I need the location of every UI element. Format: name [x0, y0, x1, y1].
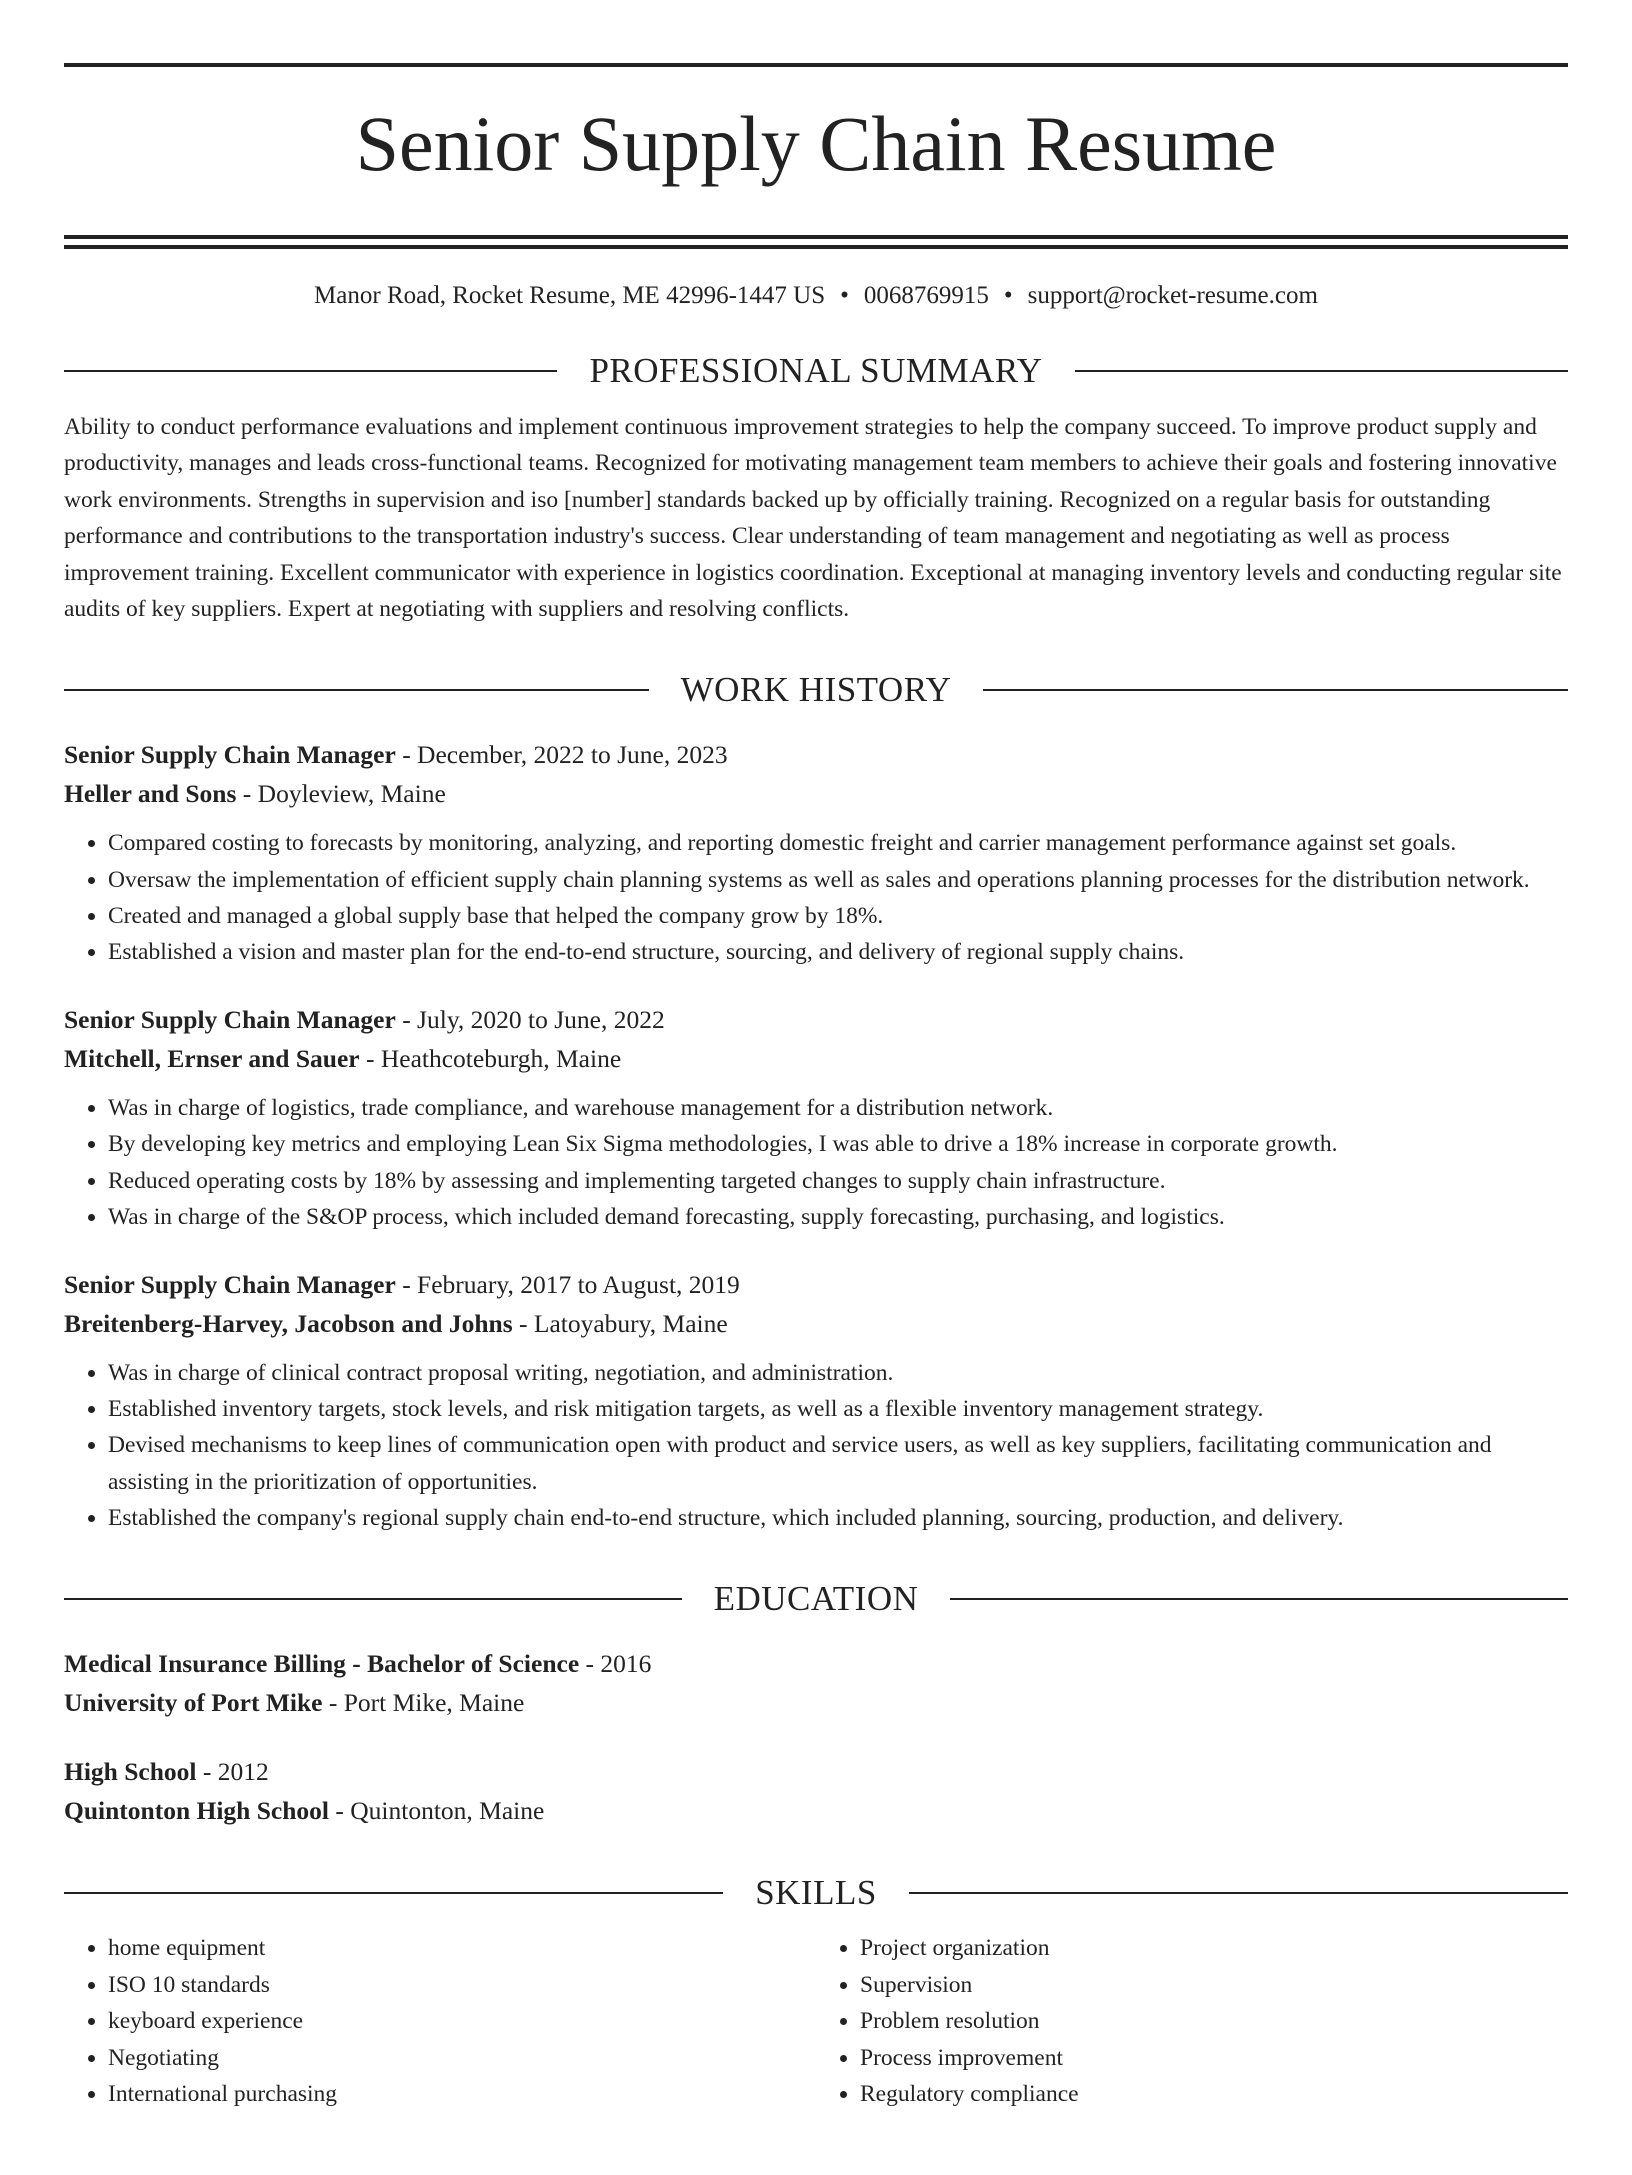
skill-item: • Process improvement [860, 2040, 1568, 2077]
title-double-rule [64, 235, 1568, 249]
list-item: • Was in charge of logistics, trade compliance, and warehouse management for a distribution network. [108, 1090, 1568, 1126]
education-degree-line [64, 1644, 1568, 1683]
job-company: Breitenberg-Harvey, Jacobson and Johns [64, 1309, 513, 1339]
divider-line [64, 1892, 723, 1894]
education-school-line [64, 1791, 1568, 1830]
skill-item: • Negotiating [108, 2040, 816, 2077]
list-item: • Compared costing to forecasts by monitoring, analyzing, and reporting domestic freight and carrier management performance against set goals. [108, 825, 1568, 861]
job-company: Mitchell, Ernser and Sauer [64, 1044, 360, 1074]
skill-item: • Problem resolution [860, 2003, 1568, 2040]
skills-columns [64, 1930, 1568, 2113]
skill-item: • Regulatory compliance [860, 2076, 1568, 2113]
job-title-line [64, 1265, 1568, 1304]
contact-line [64, 283, 1568, 308]
education-entry [64, 1644, 1568, 1722]
divider-line [983, 689, 1568, 691]
job-location: - Latoyabury, Maine [512, 1309, 728, 1339]
contact-email: support@rocket-resume.com [1027, 282, 1318, 309]
job-company-line [64, 1039, 1568, 1078]
education-location: - Port Mike, Maine [322, 1688, 525, 1718]
education-location: - Quintonton, Maine [329, 1796, 545, 1826]
job-title: Senior Supply Chain Manager [64, 740, 396, 770]
skill-item: • home equipment [108, 1930, 816, 1967]
divider-line [64, 370, 557, 372]
list-item: • By developing key metrics and employing Lean Six Sigma methodologies, I was able to drive a 18% increase in corporate growth. [108, 1126, 1568, 1162]
section-header-education [64, 1579, 1568, 1619]
skill-item: • keyboard experience [108, 2003, 816, 2040]
contact-phone: 0068769915 [863, 282, 989, 309]
job-entry [64, 1000, 1568, 1235]
divider-line [64, 689, 649, 691]
job-company-line [64, 1304, 1568, 1343]
skill-item: • Project organization [860, 1930, 1568, 1967]
list-item: • Reduced operating costs by 18% by assessing and implementing targeted changes to supply chain infrastructure. [108, 1163, 1568, 1199]
divider-line [1075, 370, 1568, 372]
divider-line [909, 1892, 1568, 1894]
resume-title: Senior Supply Chain Resume [355, 100, 1277, 187]
list-item: • Oversaw the implementation of efficient supply chain planning systems as well as sales and operations planning processes for the distribution network. [108, 862, 1568, 898]
skills-list-left [64, 1930, 816, 2113]
job-title-line [64, 1000, 1568, 1039]
job-bullets [64, 1355, 1568, 1536]
job-location: - Doyleview, Maine [236, 779, 446, 809]
skill-item: • International purchasing [108, 2076, 816, 2113]
divider-line [64, 1598, 682, 1600]
section-title-summary: PROFESSIONAL SUMMARY [589, 351, 1043, 390]
list-item: • Devised mechanisms to keep lines of communication open with product and service users, as well as key suppliers, facilitating communication and assisting in the prioritization of opportunities. [108, 1427, 1568, 1499]
job-company: Heller and Sons [64, 779, 237, 809]
education-school-line [64, 1683, 1568, 1722]
section-title-work: WORK HISTORY [680, 670, 952, 710]
section-header-skills [64, 1873, 1568, 1913]
job-dates: - December, 2022 to June, 2023 [395, 740, 728, 770]
job-entry [64, 735, 1568, 970]
skills-list-right [816, 1930, 1568, 2113]
list-item: • Established the company's regional supply chain end-to-end structure, which included planning, sourcing, production, and delivery. [108, 1500, 1568, 1536]
list-item: • Established inventory targets, stock levels, and risk mitigation targets, as well as a flexible inventory management strategy. [108, 1391, 1568, 1427]
contact-address: Manor Road, Rocket Resume, ME 42996-1447 US [314, 282, 826, 309]
section-header-summary [64, 353, 1568, 388]
skill-item: • Supervision [860, 1967, 1568, 2004]
list-item: • Was in charge of clinical contract proposal writing, negotiation, and administration. [108, 1355, 1568, 1391]
list-item: • Established a vision and master plan for the end-to-end structure, sourcing, and delivery of regional supply chains. [108, 934, 1568, 970]
job-dates: - February, 2017 to August, 2019 [395, 1270, 740, 1300]
resume-page [0, 63, 1632, 2175]
job-title-line [64, 735, 1568, 774]
top-rule [64, 63, 1568, 67]
education-degree: High School [64, 1757, 197, 1787]
job-dates: - July, 2020 to June, 2022 [395, 1005, 665, 1035]
section-title-education: EDUCATION [713, 1579, 919, 1619]
job-location: - Heathcoteburgh, Maine [359, 1044, 622, 1074]
job-bullets [64, 825, 1568, 970]
job-title: Senior Supply Chain Manager [64, 1005, 396, 1035]
list-item: • Created and managed a global supply base that helped the company grow by 18%. [108, 898, 1568, 934]
education-year: - 2012 [196, 1757, 269, 1787]
section-header-work [64, 670, 1568, 710]
job-bullets [64, 1090, 1568, 1235]
contact-separator: • [840, 282, 849, 309]
education-school: University of Port Mike [64, 1688, 323, 1718]
education-degree: Medical Insurance Billing - Bachelor of Science [64, 1649, 580, 1679]
contact-separator: • [1003, 282, 1013, 309]
skill-item: • ISO 10 standards [108, 1967, 816, 2004]
summary-text: Ability to conduct performance evaluations and implement continuous improvement strategies to help the company succeed. To improve product supply and productivity, manages and leads cross-functional teams. Recognized for motivating management team members to achieve their goals and fostering innovative work environments. Strengths in supervision and iso [number] standards backed up by officially training. Recognized on a regular basis for outstanding performance and contributions to the transportation industry's success. Clear understanding of team management and negotiating as well as process improvement training. Excellent communicator with experience in logistics coordination. Exceptional at managing inventory levels and conducting regular site audits of key suppliers. Expert at negotiating with suppliers and resolving conflicts. [64, 414, 1562, 623]
job-title: Senior Supply Chain Manager [64, 1270, 396, 1300]
job-company-line [64, 774, 1568, 813]
section-title-skills: SKILLS [755, 1873, 877, 1913]
list-item: • Was in charge of the S&OP process, which included demand forecasting, supply forecasting, purchasing, and logistics. [108, 1199, 1568, 1235]
education-entry [64, 1752, 1568, 1830]
education-school: Quintonton High School [64, 1796, 329, 1826]
job-entry [64, 1265, 1568, 1536]
education-year: - 2016 [579, 1649, 652, 1679]
divider-line [950, 1598, 1568, 1600]
education-degree-line [64, 1752, 1568, 1791]
